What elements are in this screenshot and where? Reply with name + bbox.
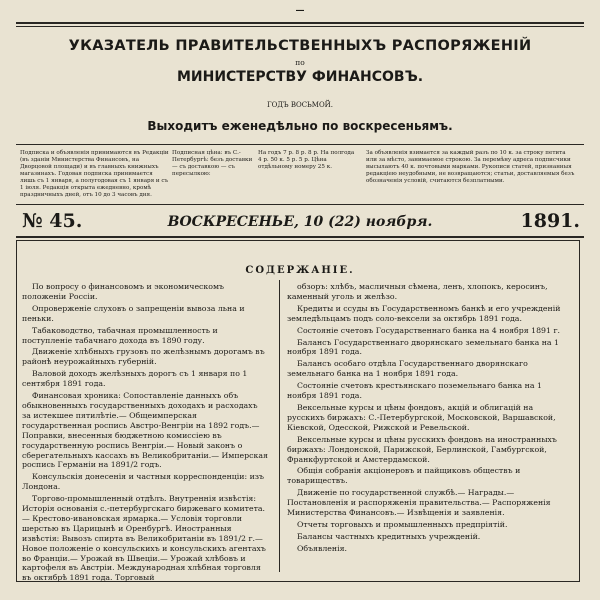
contents-item: Торгово-промышленный отдѣлъ. Внутреннія извѣстія: Исторія основанія с.-петербургскаго биржеваго комитета.— Крестово-ивановская ярмарка.— Условія торговли шерстью въ Царицынѣ и Оренбургѣ. Иностранныя извѣстія: Вывозъ спирта въ Великобританіи въ 1891/2 г.— Новое положеніе о консульскихъ и консульскихъ агентахъ во Франціи.— Урожай въ Швеціи.— Урожай хлѣбовъ и картофеля въ Австріи. Международная хлѣбная торговля въ октябрѣ 1891 года. Торговый xyxy=(22,494,266,583)
contents-item: Валовой доходъ желѣзныхъ дорогъ съ 1 января по 1 сентября 1891 года. xyxy=(22,369,248,389)
contents-item: Балансъ особаго отдѣла Государственнаго дворянскаго земельнаго банка на 1 ноября 1891 года. xyxy=(287,359,528,379)
column-divider xyxy=(279,280,280,572)
contents-item: Объявленія. xyxy=(297,543,348,553)
masthead-ministry: МИНИСТЕРСТВУ ФИНАНСОВЪ. xyxy=(176,69,424,85)
contents-item: Состояніе счетовъ Государственнаго банка на 4 ноября 1891 г. xyxy=(297,325,561,335)
masthead-preposition: по xyxy=(295,58,305,67)
masthead-frequency: Выходитъ еженедѣльно по воскресеньямъ. xyxy=(147,119,453,133)
contents-item: Консульскія донесенія и частныя корреспонденціи: изъ Лондона. xyxy=(22,472,264,492)
contents-item: Балансы частныхъ кредитныхъ учрежденій. xyxy=(297,531,481,541)
top-rule xyxy=(16,22,584,24)
contents-item: Опроверженіе слуховъ о запрещеніи вывоза льна и пеньки. xyxy=(22,303,245,323)
contents-item: обзоръ: хлѣбъ, масличныя сѣмена, ленъ, хлопокъ, керосинъ, каменный уголь и желѣзо. xyxy=(287,282,548,301)
subscription-top-rule xyxy=(16,144,584,145)
contents-item: Табаководство, табачная промышленность и поступленіе табачнаго дохода въ 1890 году. xyxy=(22,325,218,345)
contents-left-column xyxy=(22,282,268,585)
subscription-left: Подписка и объявленія принимаются въ Редакціи (въ зданіи Министерства Финансовъ, на Дворцовой площади) и въ главныхъ книжныхъ магазинахъ. Годовая подписка принимается лишь съ 1 января, а полугодовая съ 1 января и съ 1 іюля. Редакція открыта ежедневно, кромѣ праздничныхъ дней, отъ 10 до 3 часовъ дня. xyxy=(20,150,169,198)
contents-right-column xyxy=(287,282,569,556)
issue-bottom-rule xyxy=(16,236,584,238)
contents-item: Движеніе хлѣбныхъ грузовъ по желѣзнымъ дорогамъ въ районѣ неурожайныхъ губерній. xyxy=(22,347,265,367)
contents-item: Вексельные курсы и цѣны фондовъ, акцій и облигацій на русскихъ биржахъ: С.-Петербургской, Московской, Варшавской, Кіевской, Одесской, Рижской и Ревельской. xyxy=(287,402,556,432)
contents-item: Состояніе счетовъ крестьянскаго поземельнаго банка на 1 ноября 1891 года. xyxy=(287,381,542,401)
masthead-year: ГОДЪ ВОСЬМОЙ. xyxy=(266,101,334,109)
subscription-right: За объявленія взимается за каждый разъ по 10 к. за строку петита или за мѣсто, занимаемое строкою. За перемѣну адреса подписчики высылаютъ 40 к. почтовыми марками. Рукописи статей, признанныя редакціею неудобными, не возвращаются; статьи, доставляемыя безъ обозначенія условій, считаются безплатными. xyxy=(366,150,575,184)
contents-item: Балансъ Государственнаго дворянскаго земельнаго банка на 1 ноября 1891 года. xyxy=(287,337,560,357)
top-page-number: — xyxy=(295,6,305,16)
subscription-price-values: На годъ 7 р. 8 р. 8 р. На полгода 4 р. 50 к. 5 р. 5 р. Цѣна отдѣльному номеру 25 к. xyxy=(258,150,355,170)
masthead-title: УКАЗАТЕЛЬ ПРАВИТЕЛЬСТВЕННЫХЪ РАСПОРЯЖЕНІЙ xyxy=(68,38,532,54)
issue-number: № 45. xyxy=(22,210,83,232)
issue-year: 1891. xyxy=(520,210,580,232)
contents-item: Общія собранія акціонеровъ и пайщиковъ обществъ и товариществъ. xyxy=(287,466,521,486)
contents-item: Вексельные курсы и цѣны русскихъ фондовъ на иностранныхъ биржахъ: Лондонской, Парижской, Берлинской, Гамбургской, Франкфуртской и Амстердамской. xyxy=(287,434,557,464)
contents-title: СОДЕРЖАНІЕ. xyxy=(245,265,355,276)
issue-date: ВОСКРЕСЕНЬЕ, 10 (22) ноября. xyxy=(167,214,433,230)
contents-item: Кредиты и ссуды въ Государственномъ банкѣ и его учрежденій земледѣльцамъ подъ соло-вексели за октябрь 1891 года. xyxy=(287,303,561,323)
contents-item: Движеніе по государственной службѣ.— Награды.— Постановленія и распоряженія правительства.— Распоряженія Министерства Финансовъ.— Извѣщенія и заявленія. xyxy=(287,488,551,518)
contents-item: Финансовая хроника: Сопоставленіе данныхъ объ обыкновенныхъ государственныхъ доходахъ и расходахъ за истекшее пятилѣтіе.— Общеимперская государственная роспись Австро-Венгріи на 1892 годъ.— Поправки, внесенныя бюджетною комиссіею въ государственную роспись Венгріи.— Новый законъ о сберегательныхъ кассахъ въ Великобританіи.— Имперская роспись Германіи на 1891/2 годъ. xyxy=(22,391,268,470)
subscription-price-labels: Подписная цѣна: въ С.-Петербургѣ: безъ доставки — съ доставкою — съ пересылкою: xyxy=(172,150,253,177)
contents-item: Отчеты торговыхъ и промышленныхъ предпріятій. xyxy=(297,519,508,529)
issue-top-rule xyxy=(16,204,584,205)
contents-item: По вопросу о финансовомъ и экономическомъ положеніи Россіи. xyxy=(22,282,225,301)
top-rule-thin xyxy=(16,26,584,27)
